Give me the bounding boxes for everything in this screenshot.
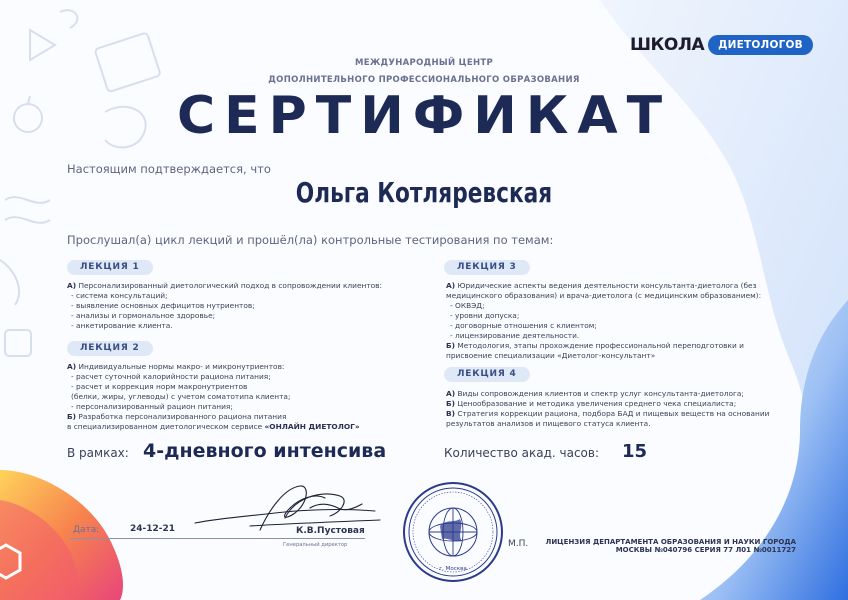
list-item: - анкетирование клиента. [71,321,173,330]
list-item: - расчет и коррекция норм макронутриентов [71,382,248,391]
mp-label: М.П. [508,539,529,549]
license-line-2: МОСКВЫ №040796 СЕРИЯ 77 Л01 №0011727 [615,546,796,554]
lecture-2-badge: ЛЕКЦИЯ 2 [67,341,153,356]
logo-school-text: ШКОЛА [630,35,705,55]
lecture-3-body [446,281,806,361]
lecture-4-c: В) Стратегия коррекции рациона, подбора БАД и пищевых веществ на основании [446,409,770,418]
list-item: - персонализированный рацион питания; [71,402,233,411]
lecture-2-b-cont: в специализированном диетологическом сервисе «ОНЛАЙН ДИЕТОЛОГ» [67,422,360,431]
signer-name: К.В.Пустовая [296,526,365,536]
date-label: Дата: [73,525,100,535]
hours-value: 15 [622,441,648,462]
list-item: - анализы и гормональное здоровье; [71,311,216,320]
official-stamp [402,481,504,583]
lecture-3-a-cont: медицинского образования) и врача-диетолога (с медицинским образованием): [446,291,762,300]
signer-role: Генеральный директор [283,542,348,548]
hours-label: Количество акад. часов: [444,446,599,460]
organization-line-1: МЕЖДУНАРОДНЫЙ ЦЕНТР [354,58,494,68]
lecture-3-b-cont: присвоение специализации «Диетолог-консультант» [446,351,656,360]
recipient-name: Ольга Котляревская [295,176,553,209]
lecture-4-b: Б) Ценообразование и методика увеличения среднего чека специалиста; [446,399,737,408]
lecture-4-body [446,389,806,429]
organization-line-2: ДОПОЛНИТЕЛЬНОГО ПРОФЕССИОНАЛЬНОГО ОБРАЗОВАНИЯ [268,75,580,85]
list-item: - выявление основных дефицитов нутриентов; [71,301,255,310]
lecture-4-c-cont: результатов анализов и пищевого статуса клиента. [446,419,651,428]
list-item: - договорные отношения с клиентом; [450,321,597,330]
lecture-1-badge: ЛЕКЦИЯ 1 [67,260,153,275]
list-item: - расчет суточной калорийности рациона питания; [71,372,271,381]
lecture-1-body [67,281,427,331]
list-item: - уровни допуска; [450,311,520,320]
lecture-3-b: Б) Методология, этапы прохождение профессиональной переподготовки и [446,341,744,350]
signature-line [70,538,365,539]
stamp-city: г. Москва [439,566,467,572]
lecture-3-a: А) Юридические аспекты ведения деятельности консультанта-диетолога (без [446,281,757,290]
logo-dietitians-pill: ДИЕТОЛОГОВ [708,35,813,55]
lecture-4-a: А) Виды сопровождения клиентов и спектр услуг консультанта-диетолога; [446,389,744,398]
lecture-2-a: А) Индивидуальные нормы макро- и микронутриентов: [67,362,285,371]
intro-text: Прослушал(а) цикл лекций и прошёл(ла) контрольные тестирования по темам: [67,233,554,247]
date-value: 24-12-21 [130,524,176,534]
license-line-1: ЛИЦЕНЗИЯ ДЕПАРТАМЕНТА ОБРАЗОВАНИЯ И НАУКИ ГОРОДА [545,538,796,546]
lecture-3-badge: ЛЕКЦИЯ 3 [444,260,530,275]
lecture-2-body [67,362,427,432]
certificate-title: СЕРТИФИКАТ [176,86,672,146]
lecture-2-b: Б) Разработка персонализированного рациона питания [67,412,287,421]
program-label: В рамках: [67,446,129,460]
program-value: 4-дневного интенсива [143,440,387,462]
school-logo [630,31,813,59]
list-item: - лицензирование деятельности. [450,331,580,340]
list-item: - ОКВЭД; [450,301,485,310]
lecture-4-badge: ЛЕКЦИЯ 4 [444,367,530,382]
list-item: (белки, жиры, углеводы) с учетом соматотипа клиента; [71,392,291,401]
list-item: - система консультаций; [71,291,168,300]
lecture-1-a: А) Персонализированный диетологический подход в сопровождении клиентов: [67,281,383,290]
confirm-text: Настоящим подтверждается, что [67,162,271,176]
license-text [540,538,796,554]
